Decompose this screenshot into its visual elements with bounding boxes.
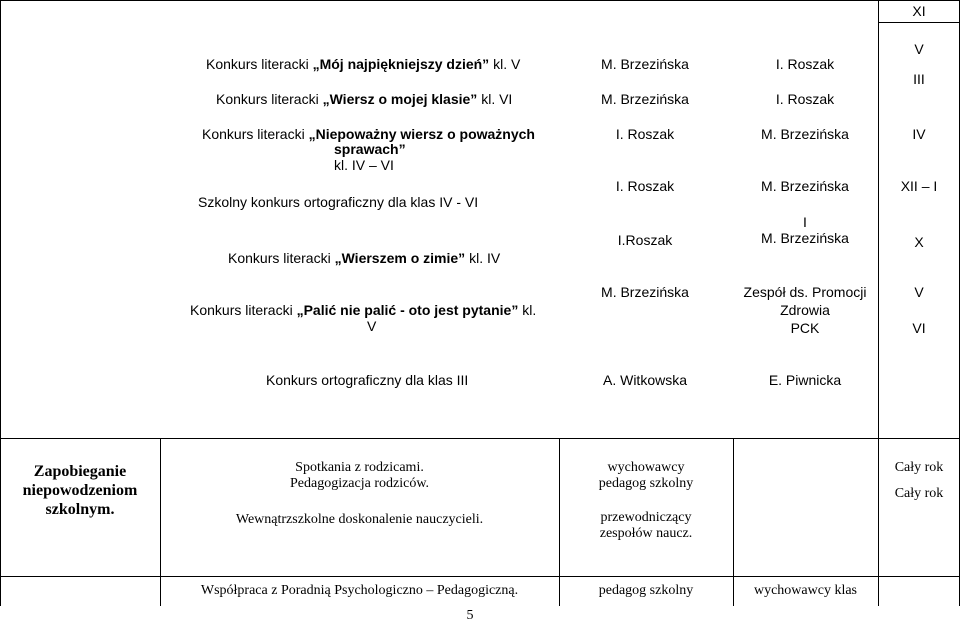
- header-divider: [878, 22, 960, 23]
- section-responsible: wychowawcy pedagog szkolny przewodniczący zespołów naucz.: [598, 460, 694, 541]
- activity-r3-line2: sprawach”: [334, 141, 406, 157]
- activity-r7: Konkurs ortograficzny dla klas III: [266, 372, 469, 388]
- section-title: Zapobieganie niepowodzeniom szkolnym.: [22, 463, 138, 518]
- org-r7: A. Witkowska: [602, 372, 687, 388]
- org-r6: M. Brzezińska: [601, 284, 689, 300]
- resp-r2: I. Roszak: [775, 91, 835, 107]
- org-r5: I.Roszak: [617, 232, 673, 248]
- section-divider-bottom: [0, 576, 960, 577]
- term-r1: V: [914, 41, 924, 57]
- table-border-top: [0, 0, 960, 1]
- activity-r1: Konkurs literacki „Mój najpiękniejszy dzień” kl. V: [206, 56, 521, 72]
- resp-r6-line3: PCK: [790, 320, 820, 336]
- term-r4: XII – I: [900, 178, 938, 194]
- resp-r1: I. Roszak: [775, 56, 835, 72]
- resp-r7: E. Piwnicka: [768, 372, 842, 388]
- term-r6-b: VI: [912, 320, 926, 336]
- activity-r3-line1: Konkurs literacki „Niepoważny wiersz o poważnych: [202, 126, 535, 142]
- org-r2: M. Brzezińska: [601, 91, 689, 107]
- page-number: 5: [466, 608, 474, 623]
- activity-r6-class: V: [367, 318, 377, 334]
- term-r5: X: [914, 234, 924, 250]
- org-r4: I. Roszak: [615, 178, 675, 194]
- term-r6-a: V: [914, 284, 924, 300]
- activity-r2: Konkurs literacki „Wiersz o mojej klasie” kl. VI: [216, 91, 513, 107]
- term-r3: IV: [912, 126, 926, 142]
- bottom-task: Współpraca z Poradnią Psychologiczno – Pedagogiczną.: [200, 583, 519, 598]
- term-r2: III: [913, 71, 925, 87]
- org-r3: I. Roszak: [615, 126, 675, 142]
- resp-r5-line2: M. Brzezińska: [761, 230, 849, 246]
- section-term: Cały rok Cały rok: [894, 460, 944, 501]
- resp-r4: M. Brzezińska: [761, 178, 849, 194]
- bottom-responsible-2: wychowawcy klas: [753, 583, 858, 598]
- section-tasks: Spotkania z rodzicami. Pedagogizacja rodziców. Wewnątrzszkolne doskonalenie nauczycieli.: [235, 460, 484, 527]
- org-r1: M. Brzezińska: [601, 56, 689, 72]
- section-divider-top: [0, 438, 960, 439]
- term-xi: XI: [912, 3, 926, 19]
- activity-r3-line3: kl. IV – VI: [334, 157, 394, 173]
- activity-r5: Konkurs literacki „Wierszem o zimie” kl. IV: [228, 250, 501, 266]
- col-divider-3: [733, 438, 734, 606]
- activity-r4: Szkolny konkurs ortograficzny dla klas IV - VI: [198, 194, 479, 210]
- bottom-responsible: pedagog szkolny: [598, 583, 694, 598]
- resp-r5-line1: I: [803, 214, 807, 230]
- resp-r3: M. Brzezińska: [761, 126, 849, 142]
- activity-r6: Konkurs literacki „Palić nie palić - oto jest pytanie” kl.: [190, 302, 537, 318]
- resp-r6-line2: Zdrowia: [780, 302, 830, 318]
- resp-r6-line1: Zespół ds. Promocji: [743, 284, 867, 300]
